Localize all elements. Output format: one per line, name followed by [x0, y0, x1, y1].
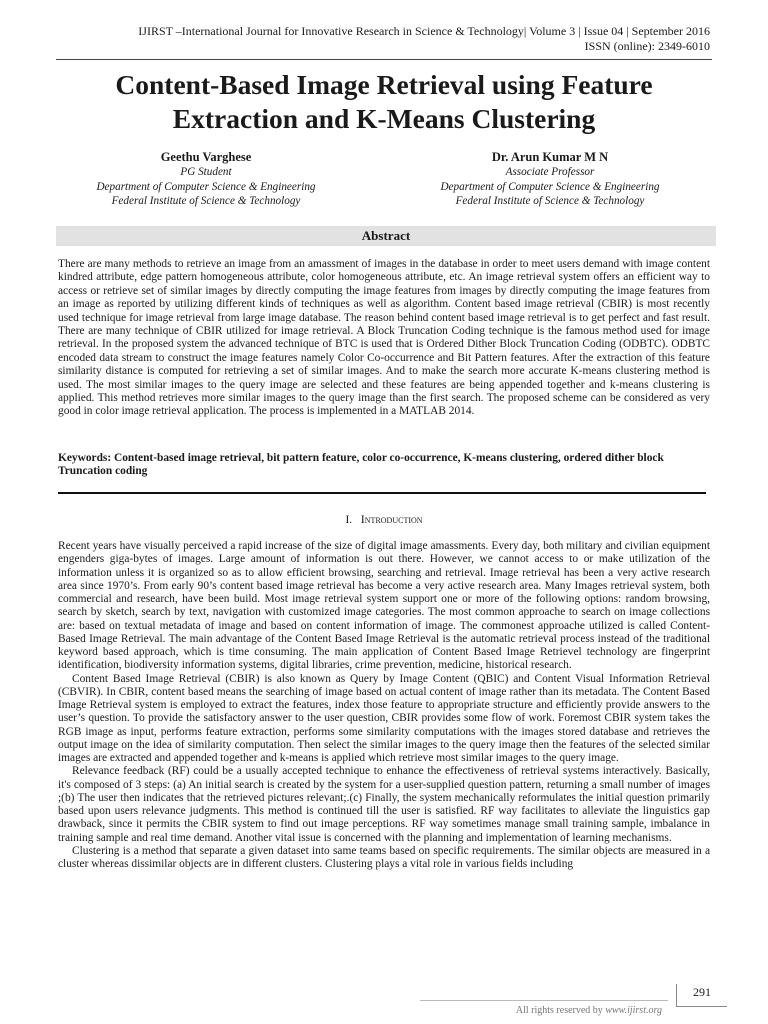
footer-rights	[440, 1005, 662, 1016]
footer-rule	[420, 1000, 668, 1001]
author-department: Department of Computer Science & Engineering	[440, 180, 660, 193]
paragraph: Content Based Image Retrieval (CBIR) is also known as Query by Image Content (QBIC) and Content Visual Information Retrieval (CBVIR). In CBIR, content based means the searching of image based on actual content of image rather than its metadata. The Content Based Image Retrieval system is employed to extract the features, index those feature to appropriate structure and efficiently provide answers to the user’s question. To provide the satisfactory answer to the user question, CBIR provides some flow of work. Foremost CBIR system takes the RGB image as input, performs feature extraction, performs some similarity computations with the images stored database and retrieves the output image on the idea of similarity computation. Then select the similar images to the query image then the features of the selected similar images are extracted and appended together and k-means is applied which retrieve most similar images to the query image.	[58, 672, 710, 764]
author-role: PG Student	[180, 166, 232, 178]
page-number: 291	[693, 985, 711, 999]
author-role: Associate Professor	[505, 166, 595, 178]
journal-line: IJIRST –International Journal for Innovative Research in Science & Technology| Volume 3 | Issue 04 | September 2016	[138, 24, 710, 38]
section-number: I.	[345, 514, 353, 526]
journal-url-link[interactable]: www.ijirst.org	[605, 1005, 662, 1016]
title-line-1: Content-Based Image Retrieval using Feature	[115, 69, 653, 100]
author-department: Department of Computer Science & Engineering	[96, 180, 316, 193]
author-1	[56, 150, 356, 209]
introduction-body	[58, 540, 710, 871]
abstract-body	[58, 258, 710, 419]
author-name: Dr. Arun Kumar M N	[491, 150, 609, 164]
running-header	[30, 24, 710, 54]
keywords: Keywords: Content-based image retrieval, bit pattern feature, color co-occurrence, K-means clustering, ordered dither block Truncation coding	[58, 452, 664, 478]
keywords-rule	[58, 492, 706, 494]
author-institute: Federal Institute of Science & Technology	[111, 195, 301, 207]
paragraph: Clustering is a method that separate a given dataset into same teams based on specific requirements. The similar objects are measured in a cluster whereas dissimilar objects are in different clusters. Clustering plays a vital role in various fields including	[58, 844, 710, 870]
author-name: Geethu Varghese	[160, 150, 252, 164]
author-block	[56, 150, 712, 212]
issn-line: ISSN (online): 2349-6010	[584, 39, 710, 53]
paragraph: Relevance feedback (RF) could be a usually accepted technique to enhance the effectiveness of retrieval systems interactively. Basically, it's composed of 3 steps: (a) An initial search is created by the system for a user-supplied question pattern, returning a small number of images ;(b) The user then indicates that the retrieved pictures relevant;.(c) Finally, the system mechanically reformulates the initial question primarily based upon users relevance judgments. This method is continued till the user is satisfied. RF way facilitates to alleviate the linguistics gap drawback, since it permits the CBIR system to find out image perceptions. RF way sometimes manage small training sample, imbalance in training sample and real time demand. Another vital issue is concerned with the planning and implementation of learning mechanisms.	[58, 765, 710, 844]
section-heading	[0, 512, 768, 527]
header-rule	[56, 59, 712, 60]
paragraph: Recent years have visually perceived a rapid increase of the size of digital image amassments. Every day, both military and civilian equipment engenders giga-bytes of images. Large amount of information is out there. However, we cannot access to or make utilization of the information unless it is organized so as to allow efficient browsing, searching and retrieval. Image retrieval has been a very active research area since 1970’s. From early 90’s content based image retrieval has become a very active research area. Many Images retrieval system, both commercial and research, have been build. Most image retrieval system support one or more of the following options: random browsing, search by sketch, search by text, navigation with customized image categories. The most common approache to search on image collections are: based on textual metadata of image and based on content information of image. The commonest approache utilized is called Content-Based Image Retrieval. The main advantage of the Content Based Image Retrieval is the automatic retrieval process instead of the traditional keyword based approach, which is time consuming. The main application of Content Based Image Retrievel technology are fingerprint identification, biodiversity information systems, digital libraries, crime prevention, medicine, historical research.	[58, 540, 710, 672]
abstract-heading: Abstract	[56, 226, 716, 246]
abstract-text: There are many methods to retrieve an image from an amassment of images in the database in order to meet users demand with image content kindred attribute, edge pattern homogeneous attribute, color homogeneous attribute, etc. An image retrieval system offers an efficient way to access or retrieve set of similar images by directly computing the image features from images by directly computing the image features from an image as reported by utilizing different kinds of techniques as well as algorithm. Content based image retrieval (CBIR) is most recently used technique for image retrieval from large image database. The reason behind content based image retrieval is to get perfect and fast result. There are many technique of CBIR utilized for image retrieval. A Block Truncation Coding technique is the famous method used for image retrieval. In the proposed system the advanced technique of BTC is used that is Ordered Dither Block Truncation Coding (ODBTC). ODBTC encoded data stream to construct the image features namely Color Co-occurrence and Bit Pattern features. After the extraction of this feature similarity distance is computed for retrieving a set of similar images. And to make the search more accurate K-means clustering method is used. The most similar images to the query image are selected and these features are being appended together and k-means clustering is applied. This method retrieves more similar images to the query image than the first search. The proposed scheme can be considered as very good in color image retrieval application. The process is implemented in a MATLAB 2014.	[58, 258, 710, 418]
rights-text: All rights reserved by	[515, 1005, 606, 1016]
author-2	[400, 150, 700, 209]
author-institute: Federal Institute of Science & Technology	[455, 195, 645, 207]
paper-title	[40, 68, 728, 136]
section-title: Introduction	[360, 512, 423, 526]
title-line-2: Extraction and K-Means Clustering	[172, 103, 596, 134]
